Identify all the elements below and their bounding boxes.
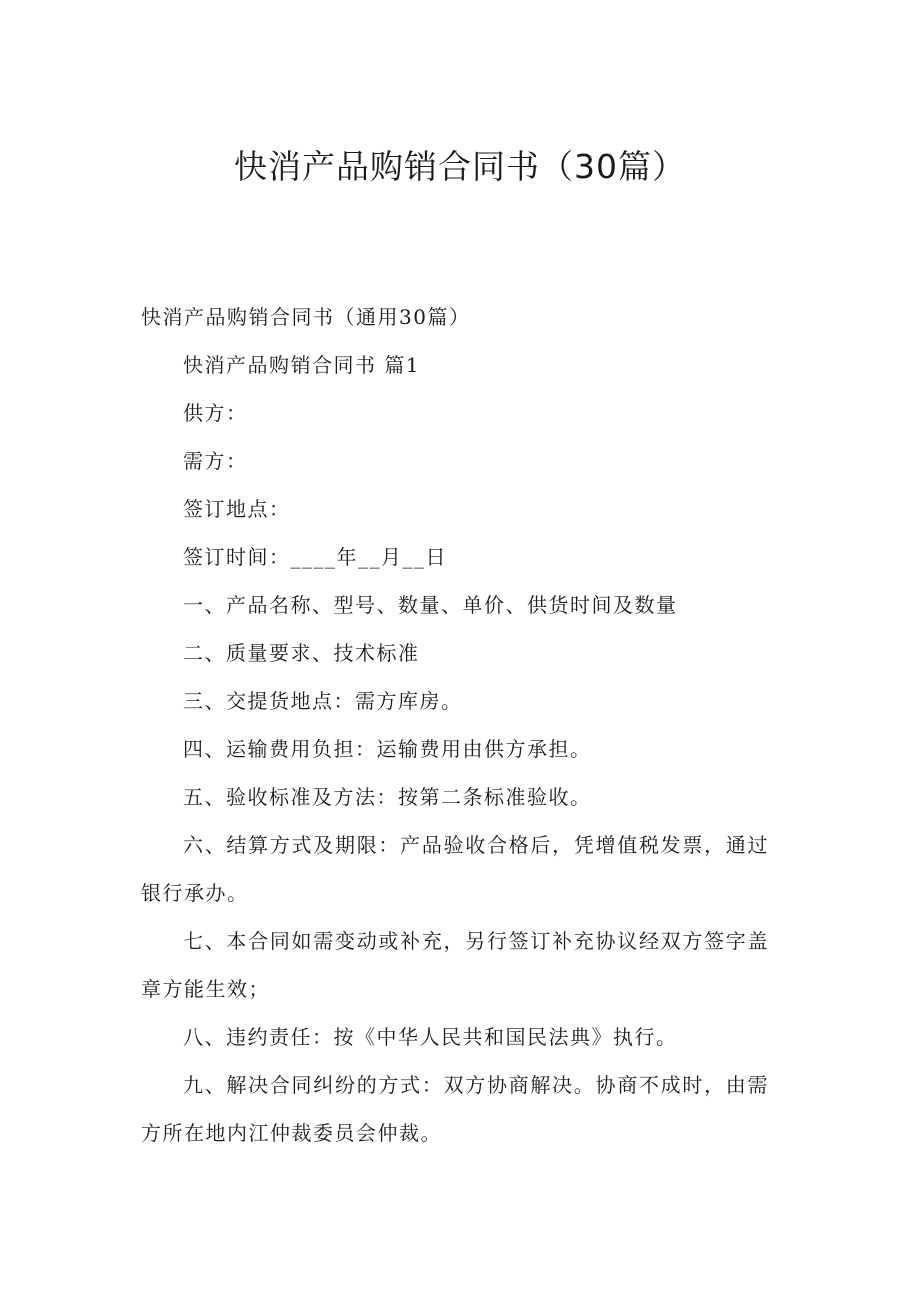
clause-2: 二、质量要求、技术标准 <box>183 641 420 665</box>
clause-6: 六、结算方式及期限：产品验收合格后，凭增值税发票，通过银行承办。 <box>141 833 769 905</box>
clause-7: 七、本合同如需变动或补充，另行签订补充协议经双方签字盖章方能生效； <box>141 929 769 1001</box>
signing-place-label: 签订地点： <box>183 497 291 521</box>
supplier-label: 供方： <box>183 401 248 425</box>
document-subtitle: 快消产品购销合同书（通用30篇） <box>141 305 471 329</box>
clause-4: 四、运输费用负担：运输费用由供方承担。 <box>183 737 592 761</box>
clause-9: 九、解决合同纠纷的方式：双方协商解决。协商不成时，由需方所在地内江仲裁委员会仲裁。 <box>141 1073 769 1145</box>
signing-time-label: 签订时间：____年__月__日 <box>183 545 447 569</box>
document-title: 快消产品购销合同书（30篇） <box>234 147 686 186</box>
clause-5: 五、验收标准及方法：按第二条标准验收。 <box>183 785 592 809</box>
buyer-label: 需方： <box>183 449 248 473</box>
clause-3: 三、交提货地点：需方库房。 <box>183 689 463 713</box>
document-body <box>141 293 769 1157</box>
clause-1: 一、产品名称、型号、数量、单价、供货时间及数量 <box>183 593 678 617</box>
clause-8: 八、违约责任：按《中华人民共和国民法典》执行。 <box>183 1025 678 1049</box>
section-heading: 快消产品购销合同书 篇1 <box>183 353 421 377</box>
